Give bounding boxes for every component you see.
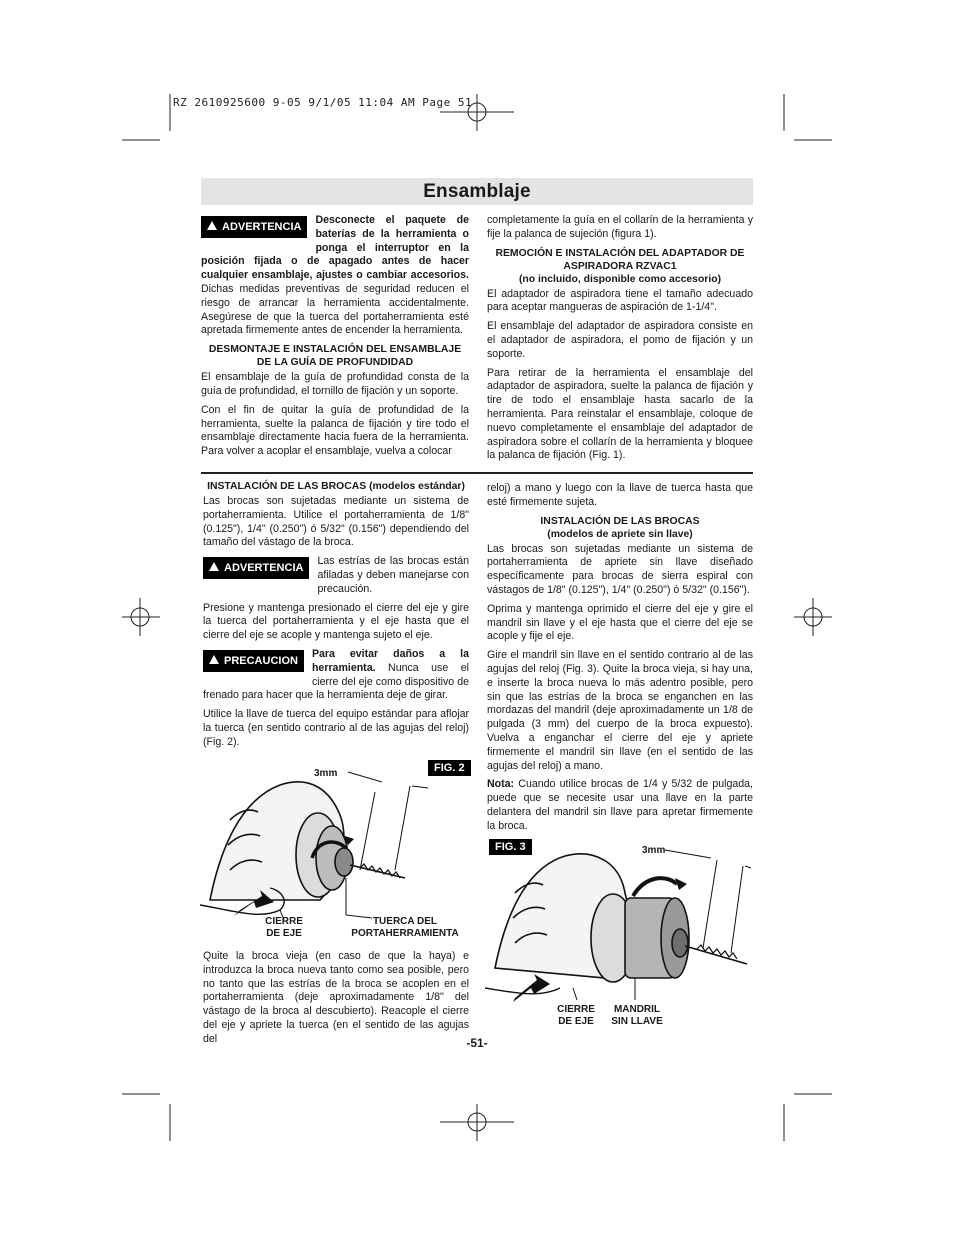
paragraph: Oprima y mantenga oprimido el cierre del eje y gire el mandril sin llave y el eje hasta que el cierre del eje se acople y fije el eje. (487, 602, 753, 643)
fig2-callout-spindle-lock: CIERRE DE EJE (265, 916, 303, 939)
paragraph: El ensamblaje del adaptador de aspiradora consiste en el adaptador de aspiradora, el pomo de fijación y un soporte. (487, 320, 753, 360)
warning-badge: ADVERTENCIA (203, 557, 309, 579)
paragraph: Quite la broca vieja (en caso de que la haya) e introduzca la broca nueva tanto como sea posible, pero no tanto que las estrías de la broca se acoplen en el portaherramienta (deje aproximadamente 1/8" del vástago de la broca al descubierto). Reacople el cierre del eje y apriete la tuerca (en el sentido de las agujas del (203, 950, 469, 1045)
depth-guide-heading: DESMONTAJE E INSTALACIÓN DEL ENSAMBLAJE DE LA GUÍA DE PROFUNDIDAD (208, 344, 462, 369)
warning-triangle-icon (209, 562, 219, 571)
fig2-callout-collet-nut: TUERCA DEL PORTAHERRAMIENTA (351, 916, 459, 939)
warning-badge: ADVERTENCIA (201, 216, 307, 238)
warning-bold-text: Desconecte el paquete de baterías de la herramienta o ponga el interruptor en la posición fijada o de apagado antes de hacer cualquier ensamblaje, ajustes o cambiar accesorios. (201, 214, 469, 282)
paragraph: El ensamblaje de la guía de profundidad consta de la guía de profundidad, el tornillo de fijación y un soporte. (201, 371, 469, 397)
note-label: Nota: (487, 778, 515, 791)
bottom-right-column (487, 482, 753, 839)
fig3-label: FIG. 3 (489, 839, 532, 855)
fig2-dimension: 3mm (314, 768, 338, 779)
keyless-heading: INSTALACIÓN DE LAS BROCAS (540, 515, 700, 527)
bit-install-heading: INSTALACIÓN DE LAS BROCAS (modelos estándar) (207, 481, 465, 492)
paragraph: Utilice la llave de tuerca del equipo estándar para aflojar la tuerca (en sentido contrario al de las agujas del reloj) (Fig. 2). (203, 708, 469, 748)
page-number: -51- (466, 1036, 488, 1050)
keyless-subheading: (modelos de apriete sin llave) (547, 528, 693, 540)
paragraph: reloj) a mano y luego con la llave de tuerca hasta que esté firmemente sujeta. (487, 482, 753, 508)
vacuum-adapter-heading: REMOCIÓN E INSTALACIÓN DEL ADAPTADOR DE ASPIRADORA RZVAC1 (495, 247, 745, 272)
paragraph: El adaptador de aspiradora tiene el tamaño adecuado para aceptar mangueras de aspiración de 1-1/4". (487, 287, 753, 314)
bottom-left-column (203, 480, 469, 755)
warning-text: Dichas medidas preventivas de seguridad reducen el riesgo de arrancar la herramienta accidentalmente. Asegúrese de que la tuerca del portaherramienta esté apretada firmemente antes de encender la herramienta. (201, 282, 469, 337)
fig3-callout-keyless-chuck: MANDRIL SIN LLAVE (611, 1004, 663, 1027)
paragraph: Las brocas son sujetadas mediante un sistema de portaherramienta. Utilice el portaherramienta de 1/8" (0.125"), 1/4" (0.250") ó 5/32" (0.156") dependiendo del tamaño del vástago de la broca. (203, 495, 469, 549)
warning-text: Las estrías de las brocas están afiladas y deben manejarse con precaución. (317, 555, 469, 595)
paragraph: Gire el mandril sin llave en el sentido contrario al de las agujas del reloj (Fig. 3). Quite la broca vieja, si hay una, e inserte la broca nueva lo más adentro posible, pero sin que las estrías de la broca se enganchen en las mordazas del mandril (deje aproximadamente un 1/8 de pulgada (3 mm) del cuerpo de la broca expuesto). Vuelva a enganchar el cierre del eje y apriete firmemente el mandril sin llave (en el sentido de las agujas del reloj) a mano. (487, 649, 753, 772)
fig3-drill-illustration (485, 838, 755, 1008)
top-right-column (487, 214, 753, 468)
note-text: Cuando utilice brocas de 1/4 y 5/32 de pulgada, puede que se necesite usar una llave en la parte delantera del mandril sin llave para apretar firmemente la broca. (487, 778, 753, 832)
paragraph: Las brocas son sujetadas mediante un sistema de portaherramienta de apriete sin llave diseñado específicamente para brocas de sierra espiral con vástagos de 1/8" (0.125"), 1/4" (0.250") ó 5/32" (0.156"). (487, 542, 753, 596)
fig3-callout-spindle-lock: CIERRE DE EJE (557, 1004, 595, 1027)
vacuum-adapter-subheading: (no incluido, disponible como accesorio) (518, 273, 722, 285)
fig2-label: FIG. 2 (428, 760, 471, 776)
paragraph: Presione y mantenga presionado el cierre del eje y gire la tuerca del portaherramienta y el eje hasta que el cierre del eje se acople y mantenga sujeto el eje. (203, 601, 469, 642)
warning-triangle-icon (207, 221, 217, 230)
print-slug: RZ 2610925600 9-05 9/1/05 11:04 AM Page 51 (173, 96, 473, 109)
fig3-dimension: 3mm (642, 845, 666, 856)
section-title-bar (201, 178, 753, 205)
section-divider (201, 472, 753, 474)
page-title: Ensamblaje (423, 181, 531, 202)
caution-text: Nunca use el cierre del eje como dispositivo de frenado para hacer que la herramienta deje de girar. (203, 661, 469, 702)
caution-badge: PRECAUCION (203, 650, 304, 672)
caution-bold-text: Para evitar daños a la herramienta. (311, 647, 469, 674)
top-left-column (201, 214, 469, 464)
paragraph: Con el fin de quitar la guía de profundidad de la herramienta, suelte la palanca de fijación y tire todo el ensamblaje directamente hacia fuera de la herramienta. Para volver a acoplar el ensamblaje, vuelva a colocar (201, 403, 469, 458)
paragraph: completamente la guía en el collarín de la herramienta y fije la palanca de sujeción (figura 1). (487, 214, 753, 240)
paragraph: Para retirar de la herramienta el ensamblaje del adaptador de aspiradora, suelte la palanca de fijación y tire de todo el ensamblaje hasta sacarlo de la herramienta. Para reinstalar el ensamblaje, coloque de nuevo completamente el ensamblaje del adaptador de aspiradora sobre el collarín de la herramienta y bloquee la palanca de fijación (Fig. 1). (487, 366, 753, 462)
warning-triangle-icon (209, 655, 219, 664)
